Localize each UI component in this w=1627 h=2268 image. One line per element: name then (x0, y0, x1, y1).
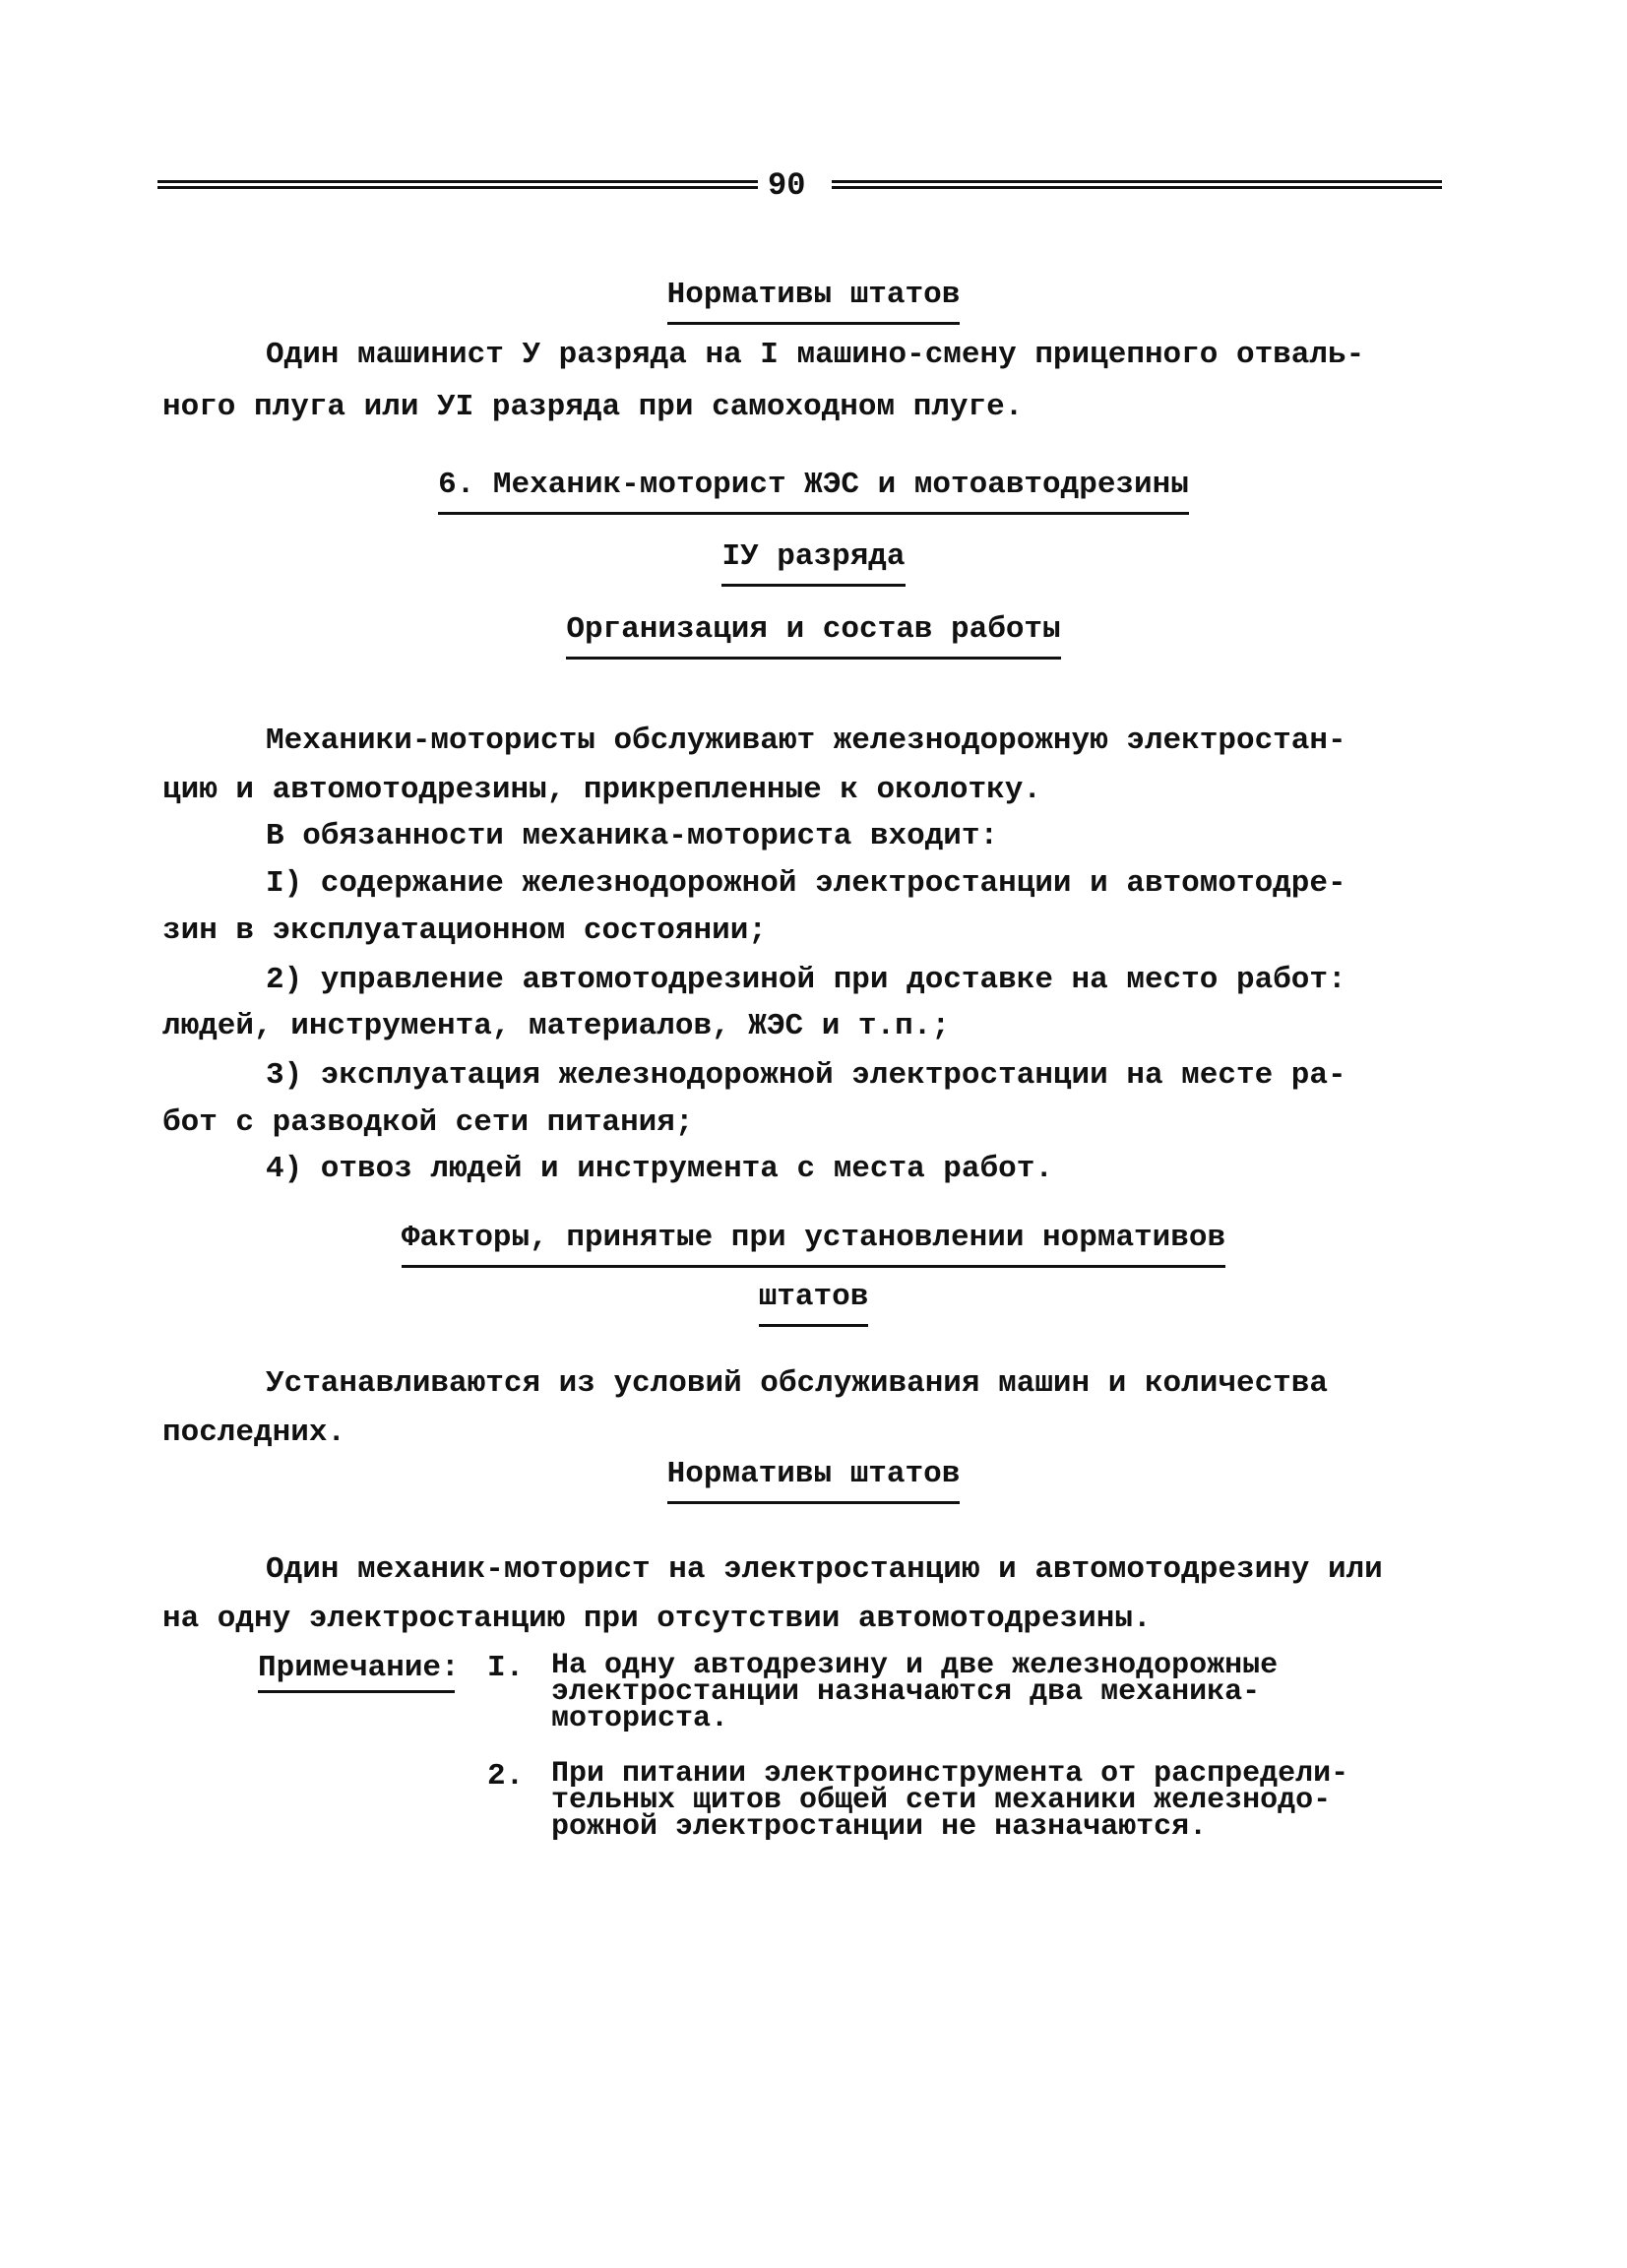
note-2-line-2: тельных щитов общей сети механики железнодо- (551, 1784, 1332, 1817)
section4-line-2: на одну электростанцию при отсутствии автомотодрезины. (162, 1602, 1152, 1636)
section3-heading-line2-text: штатов (759, 1280, 869, 1327)
section2-line-7: людей, инструмента, материалов, ЖЭС и т.п.; (162, 1009, 950, 1043)
note-2-line-3: рожной электростанции не назначаются. (551, 1810, 1208, 1844)
section2-title-line2-text: IУ разряда (721, 539, 905, 587)
section4-heading (0, 1457, 1627, 1504)
section3-heading-line1 (0, 1221, 1627, 1268)
section2-line-2: цию и автомотодрезины, прикрепленные к околотку. (162, 773, 1041, 807)
section2-line-5: зин в эксплуатационном состоянии; (162, 914, 767, 948)
section4-line-1: Один механик-моторист на электростанцию и автомотодрезину или (266, 1552, 1383, 1587)
section2-line-9: бот с разводкой сети питания; (162, 1105, 694, 1140)
note-label-underline (258, 1690, 455, 1693)
section3-heading-line1-text: Факторы, принятые при установлении нормативов (402, 1221, 1225, 1268)
note-1-line-2: электростанции назначаются два механика- (551, 1675, 1261, 1709)
section3-line-2: последних. (162, 1416, 346, 1450)
section1-line-1: Один машинист У разряда на I машино-смену прицепного отваль- (266, 338, 1365, 372)
note-1-line-3: моториста. (551, 1702, 729, 1735)
note-2-number: 2. (487, 1759, 525, 1794)
note-label: Примечание: (258, 1651, 460, 1685)
section2-title-line1 (0, 468, 1627, 515)
section2-title-line1-text: 6. Механик-моторист ЖЭС и мотоавтодрезины (438, 468, 1189, 515)
section2-line-3: В обязанности механика-моториста входит: (266, 819, 999, 853)
section4-heading-text: Нормативы штатов (667, 1457, 961, 1504)
page-number: 90 (768, 167, 806, 204)
header-rule-left (157, 180, 758, 189)
section1-line-2: ного плуга или УI разряда при самоходном плуге. (162, 390, 1024, 424)
section2-line-6: 2) управление автомотодрезиной при доставке на место работ: (266, 963, 1346, 997)
note-2-line-1: При питании электроинструмента от распредели- (551, 1757, 1349, 1791)
section2-org-heading-text: Организация и состав работы (566, 612, 1060, 660)
section3-heading-line2 (0, 1280, 1627, 1327)
section2-title-line2 (0, 539, 1627, 587)
section2-org-heading (0, 612, 1627, 660)
section3-line-1: Устанавливаются из условий обслуживания машин и количества (266, 1366, 1328, 1401)
section2-line-10: 4) отвоз людей и инструмента с места работ. (266, 1152, 1053, 1186)
note-1-line-1: На одну автодрезину и две железнодорожные (551, 1649, 1279, 1682)
section2-line-8: 3) эксплуатация железнодорожной электростанции на месте ра- (266, 1058, 1346, 1093)
header-rule-right (832, 180, 1442, 189)
section2-line-1: Механики-мотористы обслуживают железнодорожную электростан- (266, 724, 1346, 758)
section1-heading-text: Нормативы штатов (667, 278, 961, 325)
section1-heading (0, 278, 1627, 325)
section2-line-4: I) содержание железнодорожной электростанции и автомотодре- (266, 866, 1346, 901)
note-1-number: I. (487, 1651, 525, 1685)
